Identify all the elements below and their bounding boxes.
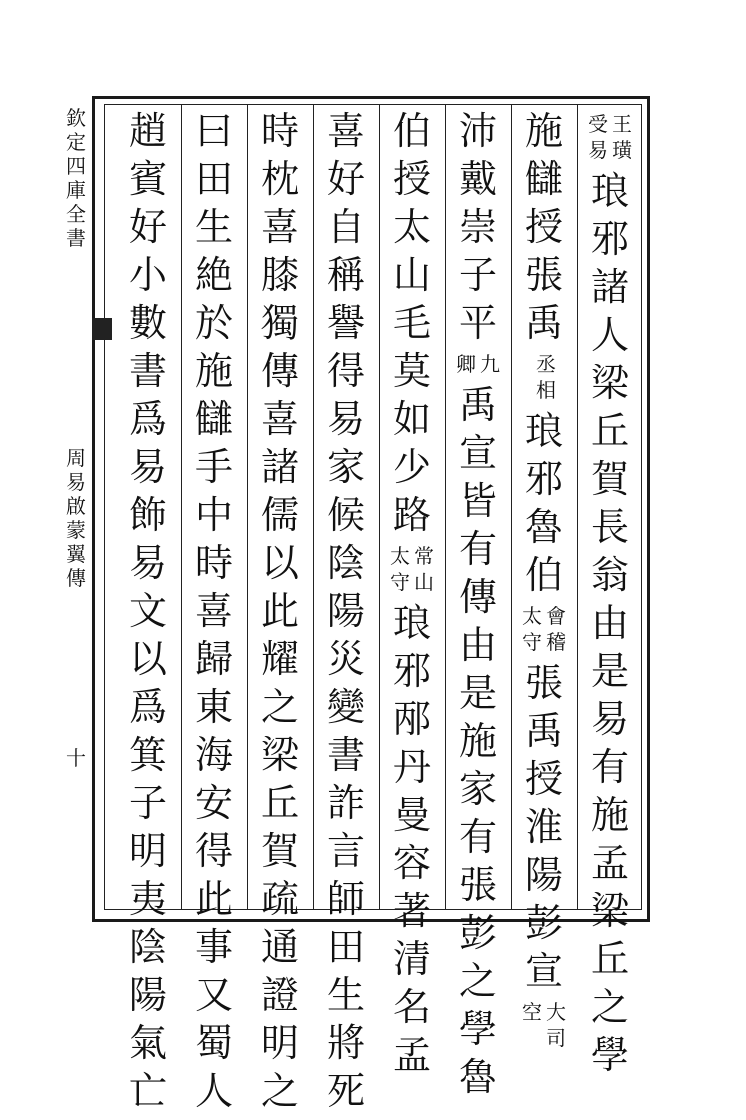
text-char: 自 <box>326 205 365 249</box>
text-char: 喜 <box>260 397 299 441</box>
text-char: 獨 <box>260 301 299 345</box>
text-char: 譽 <box>326 301 365 345</box>
text-char: 易 <box>590 697 629 741</box>
text-char: 生 <box>326 973 365 1017</box>
text-char: 琅 <box>392 601 431 645</box>
text-char: 丘 <box>590 937 629 981</box>
text-char: 授 <box>392 157 431 201</box>
text-char: 書 <box>128 349 167 393</box>
text-char: 伯 <box>392 109 431 153</box>
text-char: 將 <box>326 1021 365 1065</box>
text-char: 讎 <box>194 397 233 441</box>
text-char: 此 <box>260 589 299 633</box>
text-char: 死 <box>326 1069 365 1113</box>
text-char: 東 <box>194 685 233 729</box>
text-char: 邴 <box>392 697 431 741</box>
text-char: 之 <box>458 959 497 1003</box>
annotation-char: 常 <box>414 544 434 568</box>
text-char: 禹 <box>524 709 563 753</box>
text-char: 禹 <box>458 383 497 427</box>
text-column <box>456 109 500 1106</box>
text-char: 彭 <box>458 911 497 955</box>
annotation-line <box>522 606 542 658</box>
text-char: 賀 <box>590 457 629 501</box>
text-char: 有 <box>590 745 629 789</box>
text-char: 琅 <box>590 169 629 213</box>
section-title-char: 易 <box>66 470 86 494</box>
annotation-line <box>536 354 556 406</box>
text-char: 學 <box>590 1033 629 1077</box>
text-char: 張 <box>524 661 563 705</box>
text-column <box>588 112 632 1084</box>
section-title-char: 傳 <box>66 566 86 590</box>
text-char: 喜 <box>194 589 233 633</box>
text-char: 海 <box>194 733 233 777</box>
annotation-pair <box>522 1002 566 1054</box>
text-char: 詐 <box>326 781 365 825</box>
text-char: 枕 <box>260 157 299 201</box>
text-column <box>522 109 566 1060</box>
text-char: 趙 <box>128 109 167 153</box>
text-char: 膝 <box>260 253 299 297</box>
text-char: 翁 <box>590 553 629 597</box>
section-title-char: 蒙 <box>66 518 86 542</box>
text-char: 少 <box>392 445 431 489</box>
text-char: 子 <box>458 253 497 297</box>
text-char: 傳 <box>458 575 497 619</box>
text-char: 災 <box>326 637 365 681</box>
text-char: 諸 <box>590 265 629 309</box>
text-char: 琅 <box>524 409 563 453</box>
text-char: 由 <box>590 601 629 645</box>
text-char: 田 <box>326 925 365 969</box>
text-char: 是 <box>590 649 629 693</box>
text-char: 明 <box>260 1021 299 1065</box>
annotation-char: 司 <box>546 1026 566 1050</box>
annotation-line <box>546 606 566 658</box>
text-char: 小 <box>128 253 167 297</box>
text-char: 家 <box>326 445 365 489</box>
annotation-char: 丞 <box>536 352 556 376</box>
text-char: 言 <box>326 829 365 873</box>
text-char: 太 <box>392 205 431 249</box>
annotation-char: 璜 <box>612 138 632 162</box>
text-char: 皆 <box>458 479 497 523</box>
text-column <box>126 109 170 1120</box>
text-char: 文 <box>128 589 167 633</box>
book-title-char: 欽 <box>66 106 86 130</box>
text-char: 亡 <box>128 1069 167 1113</box>
text-char: 施 <box>590 793 629 837</box>
text-char: 宣 <box>524 949 563 993</box>
text-char: 陰 <box>128 925 167 969</box>
text-char: 得 <box>194 829 233 873</box>
book-title-char: 四 <box>66 154 86 178</box>
text-char: 於 <box>194 301 233 345</box>
text-char: 魯 <box>524 505 563 549</box>
annotation-line <box>546 1002 566 1054</box>
text-char: 邪 <box>590 217 629 261</box>
text-char: 名 <box>392 985 431 1029</box>
text-char: 毛 <box>392 301 431 345</box>
text-char: 丹 <box>392 745 431 789</box>
text-char: 是 <box>458 671 497 715</box>
text-char: 平 <box>458 301 497 345</box>
annotation-line <box>390 546 410 598</box>
annotation-char: 守 <box>390 570 410 594</box>
text-char: 之 <box>260 1069 299 1113</box>
section-title-char: 周 <box>66 446 86 470</box>
book-title-char: 庫 <box>66 178 86 202</box>
text-char: 施 <box>194 349 233 393</box>
text-char: 授 <box>524 205 563 249</box>
text-char: 氣 <box>128 1021 167 1065</box>
text-char: 安 <box>194 781 233 825</box>
text-char: 明 <box>128 829 167 873</box>
margin-section <box>66 448 86 592</box>
section-title <box>66 448 86 592</box>
text-char: 魯 <box>458 1055 497 1099</box>
text-char: 陽 <box>326 589 365 633</box>
text-char: 絶 <box>194 253 233 297</box>
annotation-char: 易 <box>588 138 608 162</box>
annotation-char: 王 <box>612 112 632 136</box>
text-char: 易 <box>128 541 167 585</box>
text-char: 稱 <box>326 253 365 297</box>
text-char: 時 <box>260 109 299 153</box>
text-char: 施 <box>524 109 563 153</box>
text-char: 爲 <box>128 685 167 729</box>
text-char: 賓 <box>128 157 167 201</box>
section-title-char: 啟 <box>66 494 86 518</box>
column-rule <box>247 104 248 910</box>
text-char: 梁 <box>590 361 629 405</box>
text-char: 張 <box>458 863 497 907</box>
text-char: 陽 <box>128 973 167 1017</box>
annotation-pair <box>588 114 632 166</box>
text-char: 歸 <box>194 637 233 681</box>
text-char: 疏 <box>260 877 299 921</box>
annotation-line <box>522 1002 542 1054</box>
annotation-pair <box>522 606 566 658</box>
text-char: 飾 <box>128 493 167 537</box>
text-column <box>324 109 368 1120</box>
text-char: 莫 <box>392 349 431 393</box>
text-char: 夷 <box>128 877 167 921</box>
text-char: 易 <box>326 397 365 441</box>
text-char: 儒 <box>260 493 299 537</box>
text-char: 孟 <box>392 1033 431 1077</box>
text-char: 田 <box>194 157 233 201</box>
text-char: 易 <box>128 445 167 489</box>
text-char: 證 <box>260 973 299 1017</box>
text-column <box>390 109 434 1084</box>
text-char: 人 <box>590 313 629 357</box>
text-char: 得 <box>326 349 365 393</box>
annotation-char: 受 <box>588 112 608 136</box>
annotation-pair <box>456 354 500 380</box>
annotation-char: 卿 <box>456 352 476 376</box>
annotation-char: 稽 <box>546 630 566 654</box>
column-rule <box>379 104 380 910</box>
text-char: 伯 <box>524 553 563 597</box>
text-char: 禹 <box>524 301 563 345</box>
text-char: 梁 <box>590 889 629 933</box>
text-char: 書 <box>326 733 365 777</box>
text-char: 淮 <box>524 805 563 849</box>
text-char: 授 <box>524 757 563 801</box>
text-char: 邪 <box>392 649 431 693</box>
text-char: 子 <box>128 781 167 825</box>
text-char: 此 <box>194 877 233 921</box>
annotation-char: 九 <box>480 352 500 376</box>
text-char: 家 <box>458 767 497 811</box>
annotation-char: 空 <box>522 1000 542 1024</box>
text-char: 路 <box>392 493 431 537</box>
text-char: 邪 <box>524 457 563 501</box>
text-char: 沛 <box>458 109 497 153</box>
book-title-char: 書 <box>66 226 86 250</box>
text-char: 丘 <box>260 781 299 825</box>
text-char: 時 <box>194 541 233 585</box>
text-char: 喜 <box>260 205 299 249</box>
text-char: 手 <box>194 445 233 489</box>
column-rule <box>577 104 578 910</box>
column-rule <box>445 104 446 910</box>
text-char: 好 <box>326 157 365 201</box>
text-char: 數 <box>128 301 167 345</box>
text-char: 張 <box>524 253 563 297</box>
annotation-line <box>612 114 632 166</box>
text-char: 容 <box>392 841 431 885</box>
annotation-line <box>414 546 434 598</box>
text-char: 長 <box>590 505 629 549</box>
annotation-char: 會 <box>546 604 566 628</box>
annotation-line <box>480 354 500 380</box>
text-char: 師 <box>326 877 365 921</box>
text-char: 讎 <box>524 157 563 201</box>
annotation-char: 太 <box>390 544 410 568</box>
text-char: 陽 <box>524 853 563 897</box>
text-char: 好 <box>128 205 167 249</box>
annotation-char: 太 <box>522 604 542 628</box>
annotation-line <box>456 354 476 380</box>
annotation-char: 山 <box>414 570 434 594</box>
text-char: 孟 <box>590 841 629 885</box>
text-char: 以 <box>260 541 299 585</box>
margin-page-number <box>66 748 86 772</box>
book-title <box>66 108 86 252</box>
text-char: 陰 <box>326 541 365 585</box>
text-char: 以 <box>128 637 167 681</box>
annotation-line <box>588 114 608 166</box>
text-char: 通 <box>260 925 299 969</box>
book-title-char: 定 <box>66 130 86 154</box>
page-number-char: 十 <box>66 746 86 770</box>
text-char: 事 <box>194 925 233 969</box>
text-column <box>192 109 236 1120</box>
text-char: 蜀 <box>194 1021 233 1065</box>
text-char: 候 <box>326 493 365 537</box>
text-char: 山 <box>392 253 431 297</box>
black-mark <box>92 318 112 340</box>
text-char: 如 <box>392 397 431 441</box>
text-char: 崇 <box>458 205 497 249</box>
column-rule <box>511 104 512 910</box>
text-char: 之 <box>590 985 629 1029</box>
text-char: 中 <box>194 493 233 537</box>
annotation-char: 相 <box>536 378 556 402</box>
text-char: 有 <box>458 527 497 571</box>
text-char: 諸 <box>260 445 299 489</box>
annotation-char: 守 <box>522 630 542 654</box>
text-char: 變 <box>326 685 365 729</box>
text-char: 學 <box>458 1007 497 1051</box>
text-char: 由 <box>458 623 497 667</box>
text-char: 施 <box>458 719 497 763</box>
text-column <box>258 109 302 1120</box>
text-char: 爲 <box>128 397 167 441</box>
annotation-pair <box>390 546 434 598</box>
text-char: 人 <box>194 1069 233 1113</box>
text-char: 曰 <box>194 109 233 153</box>
text-char: 又 <box>194 973 233 1017</box>
text-char: 傳 <box>260 349 299 393</box>
text-char: 著 <box>392 889 431 933</box>
text-char: 生 <box>194 205 233 249</box>
column-rule <box>313 104 314 910</box>
page-number <box>66 748 86 772</box>
text-char: 箕 <box>128 733 167 777</box>
column-rule <box>181 104 182 910</box>
text-char: 曼 <box>392 793 431 837</box>
book-title-char: 全 <box>66 202 86 226</box>
text-char: 清 <box>392 937 431 981</box>
text-char: 梁 <box>260 733 299 777</box>
text-char: 宣 <box>458 431 497 475</box>
text-char: 耀 <box>260 637 299 681</box>
annotation-pair <box>532 354 556 406</box>
text-char: 賀 <box>260 829 299 873</box>
section-title-char: 翼 <box>66 542 86 566</box>
text-char: 喜 <box>326 109 365 153</box>
margin-column <box>66 108 86 252</box>
text-char: 丘 <box>590 409 629 453</box>
text-char: 之 <box>260 685 299 729</box>
text-char: 戴 <box>458 157 497 201</box>
annotation-char: 大 <box>546 1000 566 1024</box>
text-char: 彭 <box>524 901 563 945</box>
text-char: 有 <box>458 815 497 859</box>
